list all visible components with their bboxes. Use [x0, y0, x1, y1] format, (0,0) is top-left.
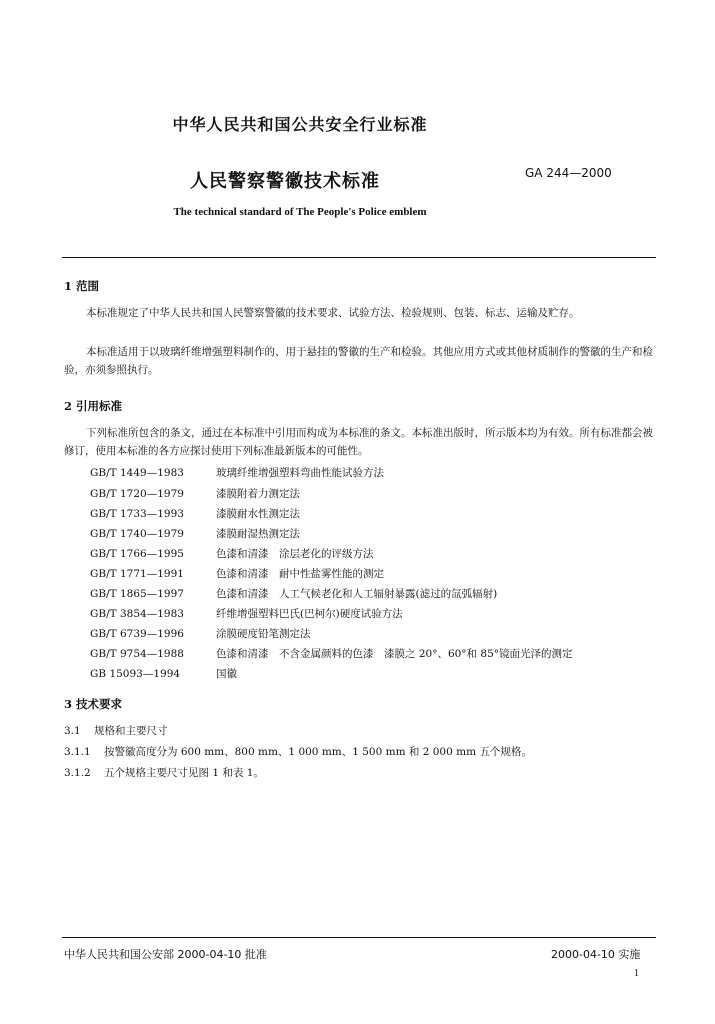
reference-title: 涂膜硬度铅笔测定法 — [216, 628, 311, 640]
reference-title: 纤维增强塑料巴氏(巴柯尔)硬度试验方法 — [216, 608, 403, 620]
header-rule — [62, 257, 656, 258]
section-1-heading: 1 范围 — [64, 279, 100, 293]
reference-item — [90, 646, 573, 661]
reference-title: 色漆和清漆 耐中性盐雾性能的测定 — [216, 568, 384, 580]
clause-item — [64, 744, 532, 759]
reference-title: 色漆和清漆 涂层老化的评级方法 — [216, 548, 374, 560]
reference-title: 国徽 — [216, 668, 237, 680]
clause-text: 规格和主要尺寸 — [94, 725, 168, 737]
reference-title: 漆膜附着力测定法 — [216, 488, 300, 500]
reference-item — [90, 526, 300, 541]
reference-item — [90, 486, 300, 501]
clause-number: 3.1.1 — [64, 746, 91, 758]
clause-text: 按警徽高度分为 600 mm、800 mm、1 000 mm、1 500 mm 和 2 000 mm 五个规格。 — [104, 746, 532, 758]
reference-item — [90, 506, 300, 521]
reference-item — [90, 566, 384, 581]
clause-item — [64, 765, 264, 780]
reference-title: 色漆和清漆 不含金属颜料的色漆 漆膜之 20°、60°和 85°镜面光泽的测定 — [216, 648, 573, 660]
reference-code: GB/T 1766—1995 — [90, 548, 184, 560]
reference-code: GB 15093—1994 — [90, 668, 181, 680]
reference-code: GB/T 1740—1979 — [90, 528, 184, 540]
reference-code: GB/T 6739—1996 — [90, 628, 184, 640]
english-title: The technical standard of The People's Police emblem — [173, 206, 427, 218]
page-number: 1 — [634, 968, 639, 979]
reference-item — [90, 546, 374, 561]
reference-title: 色漆和清漆 人工气候老化和人工辐射暴露(滤过的氙弧辐射) — [216, 588, 498, 600]
reference-code: GB/T 1720—1979 — [90, 488, 184, 500]
section-2-heading: 2 引用标准 — [64, 399, 123, 413]
clause-number: 3.1.2 — [64, 767, 91, 779]
reference-item — [90, 626, 311, 641]
section-1-para-2: 本标准适用于以玻璃纤维增强塑料制作的、用于悬挂的警徽的生产和检验。其他应用方式或其他材质制作的警徽的生产和检验，亦须参照执行。 — [64, 346, 653, 376]
reference-item — [90, 606, 403, 621]
clause-text: 五个规格主要尺寸见图 1 和表 1。 — [104, 767, 264, 779]
reference-code: GB/T 1449—1983 — [90, 467, 184, 479]
section-1-para-1: 本标准规定了中华人民共和国人民警察警徽的技术要求、试验方法、检验规则、包装、标志、运输及贮存。 — [86, 307, 580, 319]
reference-title: 玻璃纤维增强塑料弯曲性能试验方法 — [216, 467, 384, 479]
implementation-date: 2000-04-10 实施 — [551, 948, 641, 961]
footer-rule — [62, 937, 656, 938]
section-3-heading: 3 技术要求 — [64, 697, 123, 711]
section-2-para: 下列标准所包含的条文，通过在本标准中引用而构成为本标准的条文。本标准出版时，所示版本均为有效。所有标准都会被修订，使用本标准的各方应探讨使用下列标准最新版本的可能性。 — [64, 427, 653, 457]
reference-item — [90, 465, 384, 480]
issuer-title: 中华人民共和国公共安全行业标准 — [172, 115, 428, 134]
reference-title: 漆膜耐湿热测定法 — [216, 528, 300, 540]
standard-title: 人民警察警徽技术标准 — [190, 171, 380, 192]
clause-item — [64, 723, 168, 738]
reference-item — [90, 666, 237, 681]
reference-item — [90, 586, 497, 601]
reference-code: GB/T 1865—1997 — [90, 588, 184, 600]
reference-code: GB/T 1733—1993 — [90, 508, 184, 520]
reference-code: GB/T 1771—1991 — [90, 568, 184, 580]
reference-title: 漆膜耐水性测定法 — [216, 508, 300, 520]
approval-line: 中华人民共和国公安部 2000-04-10 批准 — [64, 948, 267, 961]
reference-code: GB/T 9754—1988 — [90, 648, 184, 660]
standard-code: GA 244—2000 — [525, 166, 612, 180]
clause-number: 3.1 — [64, 725, 81, 737]
reference-code: GB/T 3854—1983 — [90, 608, 184, 620]
